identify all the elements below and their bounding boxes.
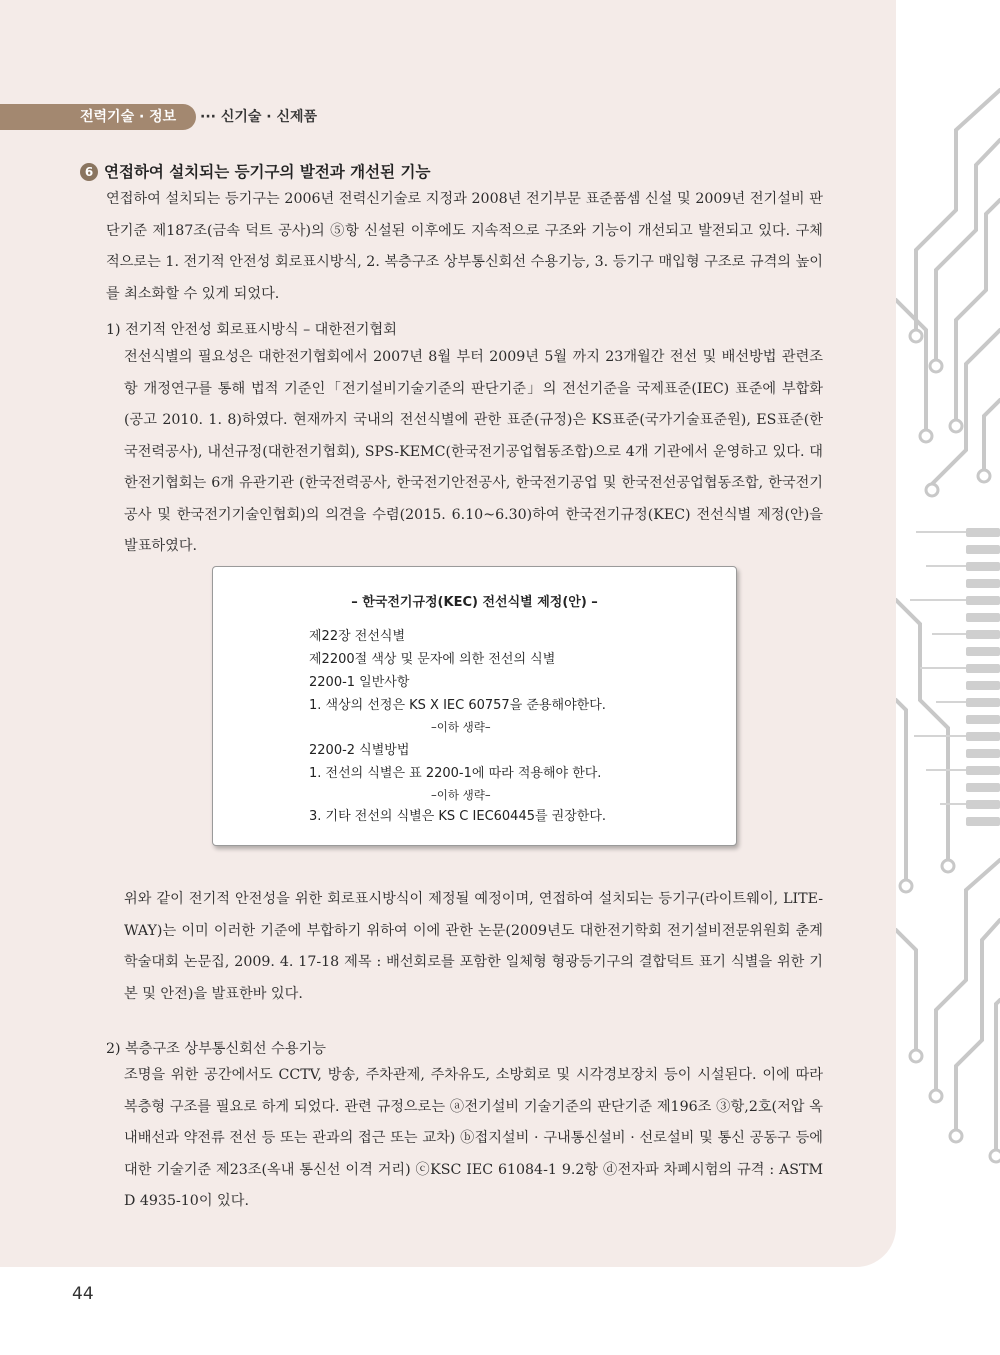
section-title: 연접하여 설치되는 등기구의 발전과 개선된 기능 [104,163,431,181]
section-heading [80,160,430,184]
kec-omitted-note: –이하 생략– [431,720,491,734]
subsection-1-title: 1) 전기적 안전성 회로표시방식 – 대한전기협회 [106,322,397,338]
page-number: 44 [72,1284,94,1304]
kec-item-line: 3. 기타 전선의 식별은 KS C IEC60445를 권장한다. [309,809,607,824]
subsection-2-paragraph: 조명을 위한 공간에서도 CCTV, 방송, 주차관제, 주차유도, 소방회로 및 시각경보장치 등이 시설된다. 이에 따라 복층형 구조를 필요로 하게 되었다. 관련 규정으로는 ⓐ전기설비 기술기준의 판단기준 제196조 ③항,2호(저압 옥내배선과 약전류 전선 등 또는 관과의 접근 또는 교차) ⓑ접지설비 · 구내통신설비 · 선로설비 및 통신 공동구 등에 대한 기술기준 제23조(옥내 통신선 이격 거리) ⓒKSC IEC 61084-1 9.2항 ⓓ전자파 차폐시험의 규격 : ASTM D 4935-10이 있다. [124,1067,823,1209]
kec-omitted-note: –이하 생략– [431,788,491,802]
subsection-2-title: 2) 복층구조 상부통신회선 수용기능 [106,1041,326,1057]
after-box-paragraph: 위와 같이 전기적 안전성을 위한 회로표시방식이 제정될 예정이며, 연접하여 설치되는 등기구(라이트웨이, LITE-WAY)는 이미 이러한 기준에 부합하기 위하여 이에 관한 논문(2009년도 대한전기학회 전기설비전문위원회 춘계학술대회 논문집, 2009. 4. 17-18 제목 : 배선회로를 포함한 일체형 형광등기구의 결합덕트 표기 식별을 위한 기본 및 안전)을 발표한바 있다. [124,891,823,1002]
section-category-label: 전력기술 · 정보 [0,104,196,130]
kec-item-line: 1. 전선의 식별은 표 2200-1에 따라 적용해야 한다. [309,766,602,781]
kec-box-title: – 한국전기규정(KEC) 전선식별 제정(안) – [351,595,598,610]
kec-clause-line: 제2200절 색상 및 문자에 의한 전선의 식별 [309,652,556,667]
kec-item-line: 2200-1 일반사항 [309,675,410,690]
kec-chapter-line: 제22장 전선식별 [309,629,406,644]
kec-item-line: 1. 색상의 선정은 KS X IEC 60757을 준용해야한다. [309,698,606,713]
section-intro-paragraph: 연접하여 설치되는 등기구는 2006년 전력신기술로 지정과 2008년 전기부문 표준품셈 신설 및 2009년 전기설비 판단기준 제187조(금속 덕트 공사)의 ⑤항 신설된 이후에도 지속적으로 구조와 기능이 개선되고 발전되고 있다. 구체적으로는 1. 전기적 안전성 회로표시방식, 2. 복층구조 상부통신회선 수용기능, 3. 등기구 매입형 구조로 규격의 높이를 최소화할 수 있게 되었다. [106,191,823,302]
circuit-board-decoration [896,0,1000,1267]
kec-standard-box [212,566,737,846]
subsection-1-paragraph: 전선식별의 필요성은 대한전기협회에서 2007년 8월 부터 2009년 5월 까지 23개월간 전선 및 배선방법 관련조항 개정연구를 통해 법적 기준인「전기설비기술기준의 판단기준」의 전선기준을 국제표준(IEC) 표준에 부합화(공고 2010. 1. 8)하였다. 현재까지 국내의 전선식별에 관한 표준(규정)은 KS표준(국가기술표준원), ES표준(한국전력공사), 내선규정(대한전기협회), SPS-KEMC(한국전기공업협동조합)으로 4개 기관에서 운영하고 있다. 대한전기협회는 6개 유관기관 (한국전력공사, 한국전기안전공사, 한국전기공업 및 한국전선공업협동조합, 한국전기공사 및 한국전기기술인협회)의 의견을 수렴(2015. 6.10~6.30)하여 한국전기규정(KEC) 전선식별 제정(안)을 발표하였다. [124,349,823,554]
kec-item-line: 2200-2 식별방법 [309,743,410,758]
circuit-pattern-graphic [896,0,1000,1267]
subcategory-label: ··· 신기술 · 신제품 [200,109,318,125]
section-number-badge: 6 [80,163,98,181]
